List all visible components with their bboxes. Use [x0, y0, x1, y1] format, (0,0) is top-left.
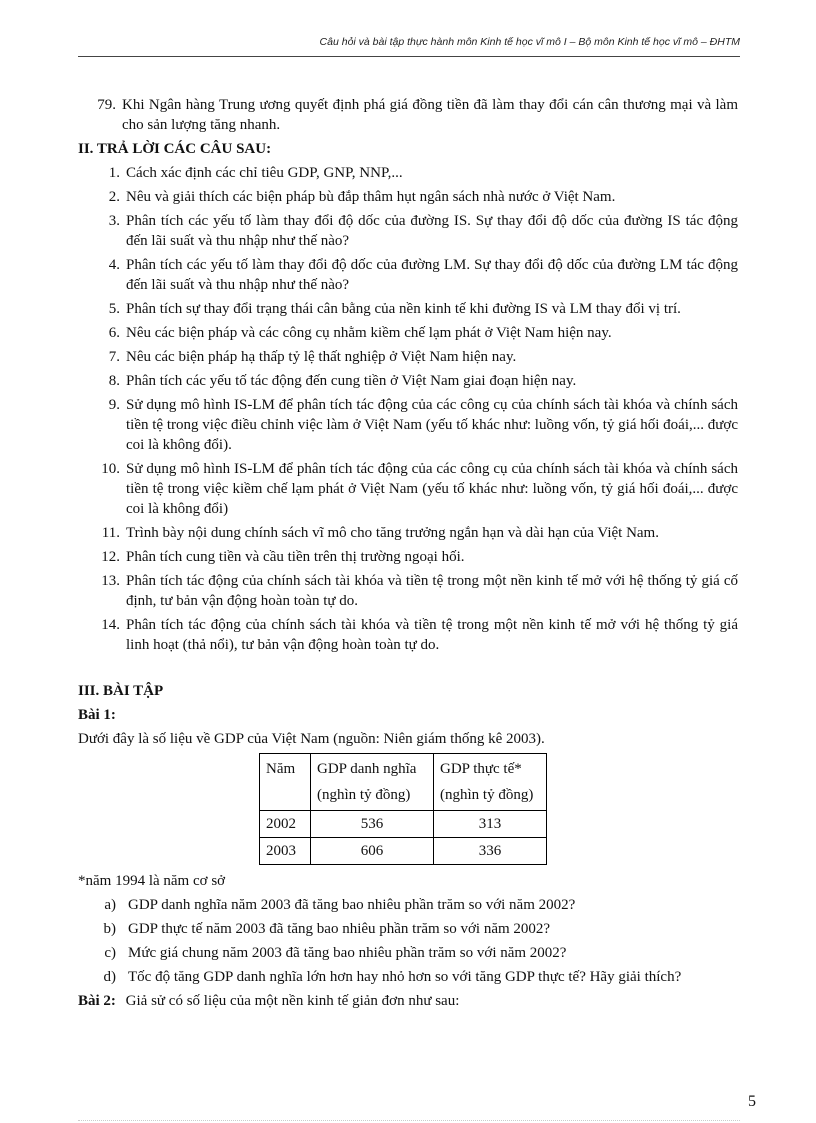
cell-year: 2003 [260, 838, 311, 865]
item-number: 9. [108, 397, 120, 413]
list-item [78, 919, 738, 939]
header-text: (nghìn tỷ đồng) [440, 787, 534, 803]
header-text: (nghìn tỷ đồng) [317, 787, 411, 803]
header-cell-nominal-gdp [311, 754, 434, 811]
item-text: GDP danh nghĩa năm 2003 đã tăng bao nhiêu phần trăm so với năm 2002? [128, 897, 576, 913]
item-number: 10. [101, 461, 120, 477]
bai1-title: Bài 1: [78, 707, 116, 723]
item-number: 14. [101, 617, 120, 633]
item-number: 3. [108, 213, 120, 229]
list-item [78, 211, 738, 251]
item-text: Sử dụng mô hình IS-LM để phân tích tác động của các công cụ của chính sách tài khóa và chính sách tiền tệ trong việc kiềm chế lạm phát ở Việt Nam (yếu tố khác như: luồng vốn, tỷ giá hối đoái,... được coi là không đổi) [126, 461, 738, 517]
item-text: Phân tích tác động của chính sách tài khóa và tiền tệ trong một nền kinh tế mở với hệ thống tỷ giá cố định, tư bản vận động hoàn toàn tự do. [126, 573, 738, 609]
table-row [260, 838, 547, 865]
item-text: Nêu các biện pháp hạ thấp tỷ lệ thất nghiệp ở Việt Nam hiện nay. [126, 349, 517, 365]
header-text: Năm [266, 761, 296, 777]
section-3-title: III. BÀI TẬP [78, 683, 164, 699]
page-number: 5 [748, 1093, 756, 1110]
question-79 [78, 95, 738, 135]
list-item [78, 255, 738, 295]
bai2 [78, 991, 738, 1011]
header-text: GDP thực tế* [440, 761, 522, 777]
item-text: Cách xác định các chỉ tiêu GDP, GNP, NNP,... [126, 165, 403, 181]
item-number: 8. [108, 373, 120, 389]
item-text: Khi Ngân hàng Trung ương quyết định phá giá đồng tiền đã làm thay đổi cán cân thương mại và làm cho sản lượng tăng nhanh. [122, 97, 738, 133]
header-rule [78, 56, 740, 57]
item-text: Phân tích cung tiền và cầu tiền trên thị trường ngoại hối. [126, 549, 465, 565]
cell-real-gdp: 336 [434, 838, 547, 865]
header-text: GDP danh nghĩa [317, 761, 417, 777]
item-number: a) [104, 897, 116, 913]
table-header-row [260, 754, 547, 811]
item-number: 11. [101, 525, 120, 541]
footer-rule [78, 1120, 740, 1121]
list-item [78, 323, 738, 343]
running-header: Câu hỏi và bài tập thực hành môn Kinh tế học vĩ mô I – Bộ môn Kinh tế học vĩ mô – ĐHTM [319, 36, 740, 48]
item-number: c) [104, 945, 116, 961]
item-number: 13. [101, 573, 120, 589]
list-item [78, 299, 738, 319]
gdp-table [259, 753, 547, 865]
item-number: 2. [108, 189, 120, 205]
list-item [78, 347, 738, 367]
cell-real-gdp: 313 [434, 811, 547, 838]
item-number: 79. [97, 97, 116, 113]
list-item [78, 895, 738, 915]
item-text: Phân tích các yếu tố làm thay đổi độ dốc của đường LM. Sự thay đổi độ dốc của đường LM tác động đến lãi suất và thu nhập như thế nào? [126, 257, 738, 293]
cell-nominal-gdp: 536 [311, 811, 434, 838]
list-item [78, 459, 738, 519]
list-item [78, 547, 738, 567]
cell-year: 2002 [260, 811, 311, 838]
list-item [78, 395, 738, 455]
bai1-intro: Dưới đây là số liệu về GDP của Việt Nam (nguồn: Niên giám thống kê 2003). [78, 731, 545, 747]
item-number: 7. [108, 349, 120, 365]
section-2-title: II. TRẢ LỜI CÁC CÂU SAU: [78, 141, 272, 157]
item-text: Tốc độ tăng GDP danh nghĩa lớn hơn hay nhỏ hơn so với tăng GDP thực tế? Hãy giải thích? [128, 969, 682, 985]
list-item [78, 615, 738, 655]
item-text: Phân tích sự thay đổi trạng thái cân bằng của nền kinh tế khi đường IS và LM thay đổi vị trí. [126, 301, 681, 317]
item-number: 5. [108, 301, 120, 317]
list-item [78, 967, 738, 987]
header-cell-year [260, 754, 311, 811]
section-2-list [78, 163, 738, 655]
item-text: Nêu và giải thích các biện pháp bù đắp thâm hụt ngân sách nhà nước ở Việt Nam. [126, 189, 616, 205]
item-number: b) [103, 921, 116, 937]
item-number: 1. [108, 165, 120, 181]
item-number: 12. [101, 549, 120, 565]
item-text: Nêu các biện pháp và các công cụ nhằm kiềm chế lạm phát ở Việt Nam hiện nay. [126, 325, 612, 341]
bai2-title: Bài 2: [78, 993, 116, 1009]
bai2-text: Giả sử có số liệu của một nền kinh tế giản đơn như sau: [125, 993, 460, 1009]
list-item [78, 571, 738, 611]
item-text: Sử dụng mô hình IS-LM để phân tích tác động của các công cụ của chính sách tài khóa và chính sách tiền tệ trong việc điều chỉnh việc làm ở Việt Nam (yếu tố khác như: luồng vốn, tỷ giá hối đoái,... được coi là không đổi). [126, 397, 738, 453]
header-cell-real-gdp [434, 754, 547, 811]
list-item [78, 163, 738, 183]
page-content [78, 95, 738, 1015]
item-number: 6. [108, 325, 120, 341]
list-item [78, 371, 738, 391]
table-row [260, 811, 547, 838]
item-text: GDP thực tế năm 2003 đã tăng bao nhiêu phần trăm so với năm 2002? [128, 921, 551, 937]
list-item [78, 943, 738, 963]
item-text: Phân tích các yếu tố tác động đến cung tiền ở Việt Nam giai đoạn hiện nay. [126, 373, 577, 389]
cell-nominal-gdp: 606 [311, 838, 434, 865]
item-number: 4. [108, 257, 120, 273]
list-item [78, 187, 738, 207]
item-number: d) [103, 969, 116, 985]
item-text: Trình bày nội dung chính sách vĩ mô cho tăng trưởng ngắn hạn và dài hạn của Việt Nam. [126, 525, 659, 541]
list-item [78, 523, 738, 543]
item-text: Phân tích tác động của chính sách tài khóa và tiền tệ trong một nền kinh tế mở với hệ thống tỷ giá linh hoạt (thả nổi), tư bản vận động hoàn toàn tự do. [126, 617, 738, 653]
header-text [266, 782, 304, 808]
bai1-questions [78, 895, 738, 987]
table-note: *năm 1994 là năm cơ sở [78, 873, 226, 889]
item-text: Phân tích các yếu tố làm thay đổi độ dốc của đường IS. Sự thay đổi độ dốc của đường IS tác động đến lãi suất và thu nhập như thế nào? [126, 213, 738, 249]
item-text: Mức giá chung năm 2003 đã tăng bao nhiêu phần trăm so với năm 2002? [128, 945, 567, 961]
